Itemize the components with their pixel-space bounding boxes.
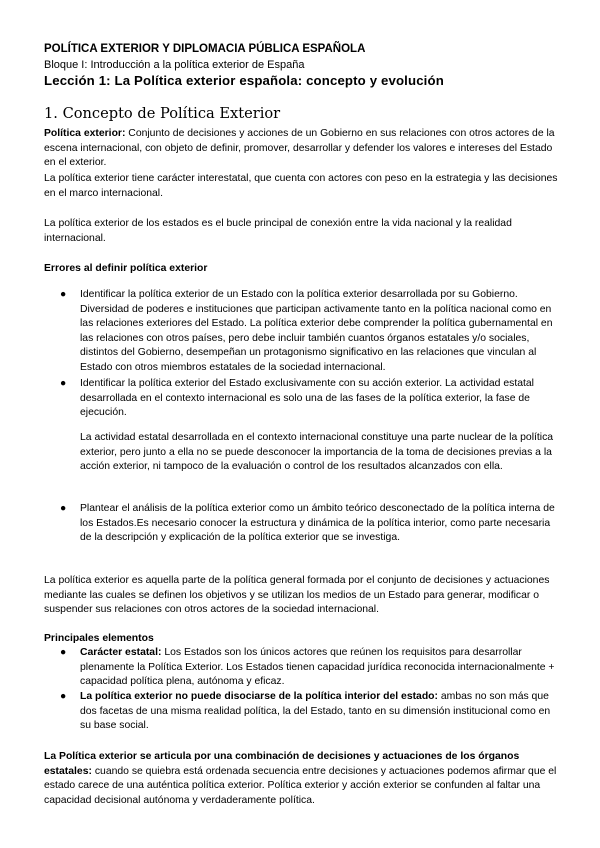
element-item-1 (60, 646, 562, 690)
error-item-text: Identificar la política exterior de un Estado con la política exterior desarrollada por su Gobierno. Diversidad de poderes e instituciones que participan activamente tanto en la política nacional como en las relaciones exteriores del Estado. La política exterior debe comprender la política gubernamental en las relaciones con otros países, pero debe incluir también cuantos órganos estatales y/o sociales, distintos del Gobierno, desempeñan un protagonismo significativo en las relaciones que vinculan al Estado con otros miembros estatales de la sociedad internacional. (80, 289, 553, 373)
general-definition-paragraph: La política exterior es aquella parte de la política general formada por el conjunto de decisiones y actuaciones mediante las cuales se definen los objetivos y se utilizan los medios de un Estado para generar, modificar o suspender sus relaciones con otros actores de la sociedad internacional. (44, 575, 550, 616)
link-paragraph: La política exterior de los estados es el bucle principal de conexión entre la vida nacional y la realidad internacional. (44, 218, 512, 244)
error-item-text: Identificar la política exterior del Estado exclusivamente con su acción exterior. La actividad estatal desarrollada en el contexto internacional es solo una de las fases de la política exterior, la fase de ejecución. (80, 378, 534, 419)
element-term: La política exterior no puede disociarse de la política interior del estado: (80, 691, 438, 702)
bullet-icon: ● (60, 289, 67, 300)
block-subtitle: Bloque I: Introducción a la política exterior de España (44, 59, 305, 71)
definition-text: Conjunto de decisiones y acciones de un Gobierno en sus relaciones con otros actores de la escena internacional, con objeto de definir, promover, desarrollar y defender los valores e intereses del Estado en el exterior. (44, 128, 555, 169)
course-title: POLÍTICA EXTERIOR Y DIPLOMACIA PÚBLICA ESPAÑOLA (44, 43, 366, 55)
error-item-2 (60, 377, 562, 421)
closing-text: cuando se quiebra está ordenada secuencia entre decisiones y actuaciones podemos afirmar que el estado carece de una auténtica política exterior. Política exterior y acción exterior se confunden al faltar una capacidad decisional autónoma y verdaderamente política. (44, 765, 557, 806)
bullet-icon: ● (60, 503, 67, 514)
closing-paragraph (44, 750, 560, 808)
lesson-title: Lección 1: La Política exterior española: concepto y evolución (44, 73, 444, 88)
definition-term: Política exterior: (44, 128, 126, 139)
element-text: ambas no son más que dos facetas de una misma realidad política, la del Estado, tanto en su dimensión institucional como en su base social. (80, 691, 551, 732)
bullet-icon: ● (60, 647, 67, 658)
elements-heading: Principales elementos (44, 633, 154, 644)
interstate-paragraph: La política exterior tiene carácter interestatal, que cuenta con actores con peso en la estrategia y las decisiones en el marco internacional. (44, 173, 558, 199)
error-item-text: Plantear el análisis de la política exterior como un ámbito teórico desconectado de la política interna de los Estados.Es necesario conocer la estructura y dinámica de la política interior, como parte necesaria de la descripción y explicación de la política exterior que se investiga. (80, 503, 555, 544)
errors-heading: Errores al definir política exterior (44, 263, 208, 274)
bullet-icon: ● (60, 378, 67, 389)
bullet-icon: ● (60, 691, 67, 702)
error-item-1 (60, 288, 562, 376)
closing-term: La Política exterior se articula por una combinación de decisiones y actuaciones de los órganos estatales: (44, 751, 520, 777)
element-item-2 (60, 690, 562, 734)
definition-paragraph (44, 127, 560, 171)
error-item-2-extra: La actividad estatal desarrollada en el contexto internacional constituye una parte nuclear de la política exterior, pero junto a ella no se puede desconocer la importancia de la toma de decisiones previas a la acción exterior, ni tampoco de la evaluación o control de los resultados alcanzados con ella. (80, 432, 554, 473)
error-item-3 (60, 502, 562, 546)
section-heading: 1. Concepto de Política Exterior (44, 105, 281, 122)
element-text: Los Estados son los únicos actores que reúnen los requisitos para desarrollar plenamente la Política Exterior. Los Estados tienen capacidad jurídica reconocida internacionalmente + capacidad política plena, autónoma y eficaz. (80, 647, 555, 688)
element-term: Carácter estatal: (80, 647, 162, 658)
